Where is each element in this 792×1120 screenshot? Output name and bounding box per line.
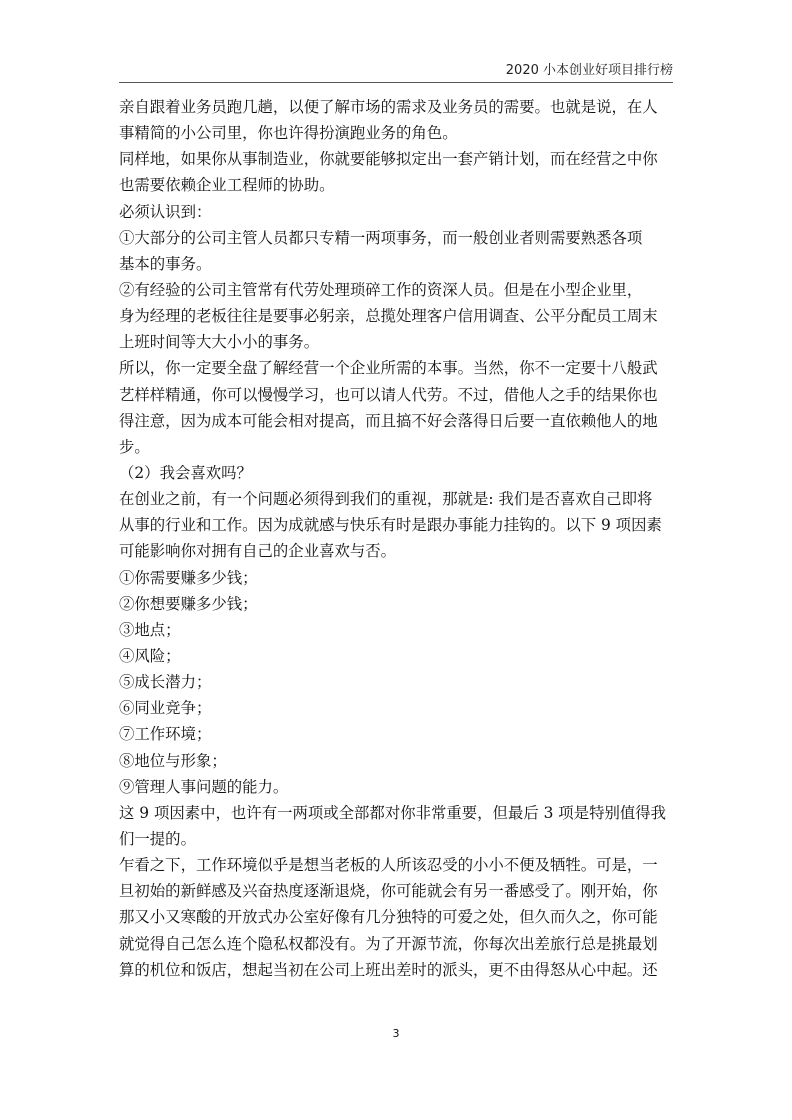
page-number: 3 — [392, 1027, 400, 1040]
text-line: ③地点； — [119, 620, 181, 639]
text-line: 亲自跟着业务员跑几趟，以便了解市场的需求及业务员的需要。也就是说，在人 — [119, 98, 658, 116]
text-line: ②你想要赚多少钱； — [119, 594, 258, 613]
text-line: 步。 — [119, 437, 150, 456]
text-line: 得注意，因为成本可能会相对提高，而且搞不好会落得日后要一直依赖他人的地 — [119, 411, 658, 430]
text-line: 事精简的小公司里，你也许得扮演跑业务的角色。 — [119, 124, 458, 143]
text-line: 可能影响你对拥有自己的企业喜欢与否。 — [119, 542, 397, 561]
text-line: 同样地，如果你从事制造业，你就要能够拟定出一套产销计划，而在经营之中你 — [119, 150, 658, 169]
text-line: 也需要依赖企业工程师的协助。 — [119, 176, 335, 195]
text-line: ⑨管理人事问题的能力。 — [119, 777, 289, 796]
text-line: 乍看之下，工作环境似乎是想当老板的人所该忍受的小小不便及牺牲。可是，一 — [119, 856, 658, 875]
body-text — [119, 94, 673, 983]
text-line: 算的机位和饭店，想起当初在公司上班出差时的派头，更不由得怒从心中起。还 — [119, 960, 658, 979]
text-line: ⑥同业竞争； — [119, 699, 212, 718]
text-line: 这 9 项因素中，也许有一两项或全部都对你非常重要，但最后 3 项是特别值得我 — [119, 803, 667, 822]
text-line: 在创业之前，有一个问题必须得到我们的重视，那就是: 我们是否喜欢自己即将 — [119, 490, 653, 509]
text-line: ①你需要赚多少钱； — [119, 568, 258, 587]
text-line: 就觉得自己怎么连个隐私权都没有。为了开源节流，你每次出差旅行总是挑最划 — [119, 934, 658, 953]
text-line: ⑤成长潜力； — [119, 673, 212, 692]
header-rule — [119, 82, 673, 83]
text-line: 艺样样精通，你可以慢慢学习，也可以请人代劳。不过，借他人之手的结果你也 — [119, 385, 658, 404]
text-line: 上班时间等大大小小的事务。 — [119, 333, 320, 352]
text-line: ⑦工作环境； — [119, 725, 212, 744]
text-line: 身为经理的老板往往是要事必躬亲，总揽处理客户信用调查、公平分配员工周末 — [119, 307, 658, 326]
text-line: 基本的事务。 — [119, 254, 212, 273]
running-header: 2020 小本创业好项目排行榜 — [505, 63, 673, 78]
text-line: 们一提的。 — [119, 829, 196, 848]
text-line: ⑧地位与形象； — [119, 751, 227, 770]
text-line: 必须认识到： — [119, 202, 212, 221]
text-line: ②有经验的公司主管常有代劳处理琐碎工作的资深人员。但是在小型企业里， — [119, 280, 643, 299]
text-line: 从事的行业和工作。因为成就感与快乐有时是跟办事能力挂钩的。以下 9 项因素 — [119, 516, 662, 535]
text-line: ④风险； — [119, 646, 181, 665]
text-line: （2）我会喜欢吗？ — [119, 463, 252, 482]
text-line: 旦初始的新鲜感及兴奋热度逐渐退烧，你可能就会有另一番感受了。刚开始，你 — [119, 882, 658, 901]
text-line: 那又小又寒酸的开放式办公室好像有几分独特的可爱之处，但久而久之，你可能 — [119, 908, 658, 927]
text-line: 所以，你一定要全盘了解经营一个企业所需的本事。当然，你不一定要十八般武 — [119, 359, 658, 378]
text-line: ①大部分的公司主管人员都只专精一两项事务，而一般创业者则需要熟悉各项 — [119, 228, 643, 247]
